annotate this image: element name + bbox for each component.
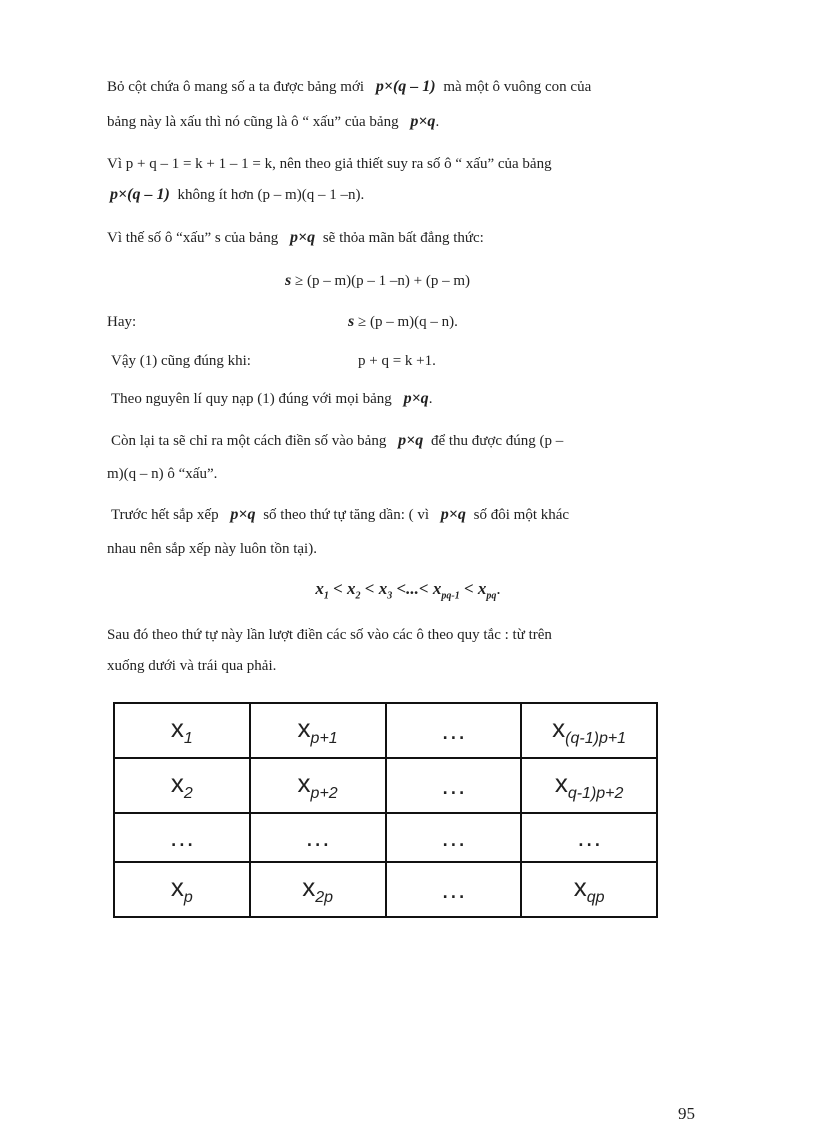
paragraph-line-13: xuống dưới và trái qua phải. — [107, 658, 277, 674]
math-expression: p×q — [398, 432, 424, 449]
math-expression: p×q — [230, 506, 256, 523]
ordered-sequence — [0, 579, 816, 601]
seq-sub: pq-1 — [441, 590, 460, 602]
cell-value: … — [304, 821, 331, 852]
paragraph-line-12: Sau đó theo thứ tự này lần lượt điền các số vào các ô theo quy tắc : từ trên — [107, 627, 552, 643]
cell-value: x — [170, 712, 184, 743]
seq-lt: < — [418, 579, 429, 598]
table-cell — [114, 703, 250, 758]
seq-sub: 1 — [323, 590, 329, 602]
cell-value: x — [302, 871, 316, 902]
seq-end: . — [496, 579, 501, 598]
paragraph-line-5 — [107, 228, 484, 248]
inequality-1 — [285, 271, 470, 291]
seq-lt: < — [396, 579, 407, 598]
table-cell — [250, 862, 386, 917]
cell-value: x — [297, 712, 311, 743]
text: số đôi một khác — [473, 507, 570, 523]
text: ≥ (p – m)(p – 1 –n) + (p – m) — [294, 273, 470, 289]
cell-subscript: p — [183, 889, 193, 907]
seq-var: x — [378, 579, 388, 598]
table-cell — [386, 862, 522, 917]
cell-subscript: p+2 — [310, 785, 338, 803]
paragraph-line-6b: p + q = k +1. — [358, 353, 436, 369]
table-cell — [521, 813, 657, 862]
inequality-2 — [348, 312, 458, 332]
cell-value: x — [552, 712, 566, 743]
paragraph-line-7 — [111, 389, 432, 409]
text: . — [428, 391, 433, 407]
seq-lt: < — [463, 579, 474, 598]
paragraph-line-4 — [107, 185, 364, 205]
seq-var: x — [477, 579, 487, 598]
math-expression: p×q — [289, 229, 316, 246]
cell-subscript: 2 — [183, 785, 193, 803]
paragraph-line-8 — [111, 431, 563, 451]
text: để thu được đúng (p – — [430, 433, 564, 449]
cell-value: x — [297, 767, 311, 798]
page-number: 95 — [678, 1104, 695, 1123]
table-row — [114, 758, 657, 813]
text: bảng này là xấu thì nó cũng là ô “ xấu” của bảng — [107, 114, 399, 130]
table-cell — [521, 862, 657, 917]
cell-value: x — [170, 871, 184, 902]
paragraph-line-9: m)(q – n) ô “xấu”. — [107, 466, 218, 482]
seq-sub: 2 — [355, 590, 361, 602]
math-expression: p×q — [410, 113, 436, 130]
cell-subscript: p+1 — [310, 730, 338, 748]
paragraph-line-3: Vì p + q – 1 = k + 1 – 1 = k, nên theo giả thiết suy ra số ô “ xấu” của bảng — [107, 156, 552, 172]
seq-var: x — [347, 579, 356, 598]
paragraph-line-11: nhau nên sắp xếp này luôn tồn tại). — [107, 541, 317, 557]
cell-value: … — [168, 821, 195, 852]
math-expression: p×(q – 1) — [375, 78, 436, 95]
math-expression: p×q — [440, 506, 466, 523]
table-cell — [250, 703, 386, 758]
table-cell — [250, 813, 386, 862]
cell-value: … — [440, 714, 467, 745]
seq-lt: < — [333, 579, 343, 598]
cell-subscript: (q-1)p+1 — [565, 730, 627, 748]
seq-var: x — [315, 579, 324, 598]
table-cell — [114, 758, 250, 813]
table-row — [114, 703, 657, 758]
math-expression: p×q — [403, 390, 429, 407]
cell-value: … — [576, 821, 603, 852]
cell-subscript: q-1)p+2 — [567, 785, 624, 803]
cell-value: x — [170, 767, 184, 798]
text: không ít hơn (p – m)(q – 1 –n). — [177, 187, 365, 203]
table-cell — [250, 758, 386, 813]
text: ≥ (p – m)(q – n). — [357, 314, 458, 330]
table-row — [114, 862, 657, 917]
text: Trước hết sắp xếp — [111, 507, 219, 523]
table-cell — [521, 758, 657, 813]
cell-value: … — [440, 769, 467, 800]
cell-subscript: qp — [586, 889, 605, 907]
seq-sub: 3 — [387, 590, 393, 602]
text: mà một ô vuông con của — [443, 79, 592, 95]
cell-value: … — [440, 874, 467, 904]
cell-value: x — [554, 767, 568, 798]
cell-value: x — [573, 871, 587, 902]
text: Bỏ cột chứa ô mang số a ta được bảng mới — [107, 79, 365, 95]
seq-dots: ... — [406, 579, 419, 598]
seq-var: x — [432, 579, 442, 598]
table-cell — [114, 862, 250, 917]
text: Theo nguyên lí quy nạp (1) đúng với mọi bảng — [111, 391, 392, 407]
text: . — [435, 114, 440, 130]
text: sẽ thỏa mãn bất đẳng thức: — [322, 230, 484, 246]
text: Còn lại ta sẽ chỉ ra một cách điền số vào bảng — [111, 433, 387, 449]
text: Vì thế số ô “xấu” s của bảng — [107, 230, 279, 246]
math-variable: s — [285, 272, 292, 289]
table-cell — [386, 703, 522, 758]
seq-lt: < — [364, 579, 375, 598]
cell-subscript: 1 — [183, 730, 193, 748]
table-cell — [386, 813, 522, 862]
text: số theo thứ tự tăng dần: ( vì — [263, 507, 430, 523]
number-grid-table — [113, 702, 658, 918]
table-cell — [386, 758, 522, 813]
math-expression: p×(q – 1) — [110, 186, 170, 203]
paragraph-line-10 — [111, 505, 569, 525]
math-variable: s — [348, 313, 355, 330]
cell-value: … — [440, 821, 467, 852]
paragraph-line-2 — [107, 112, 439, 132]
paragraph-line-1 — [107, 77, 591, 97]
hay-label: Hay: — [107, 314, 137, 330]
table-cell — [114, 813, 250, 862]
table-cell — [521, 703, 657, 758]
cell-subscript: 2p — [315, 889, 334, 907]
seq-sub: pq — [486, 590, 497, 602]
paragraph-line-6a: Vậy (1) cũng đúng khi: — [111, 353, 251, 369]
table-row — [114, 813, 657, 862]
